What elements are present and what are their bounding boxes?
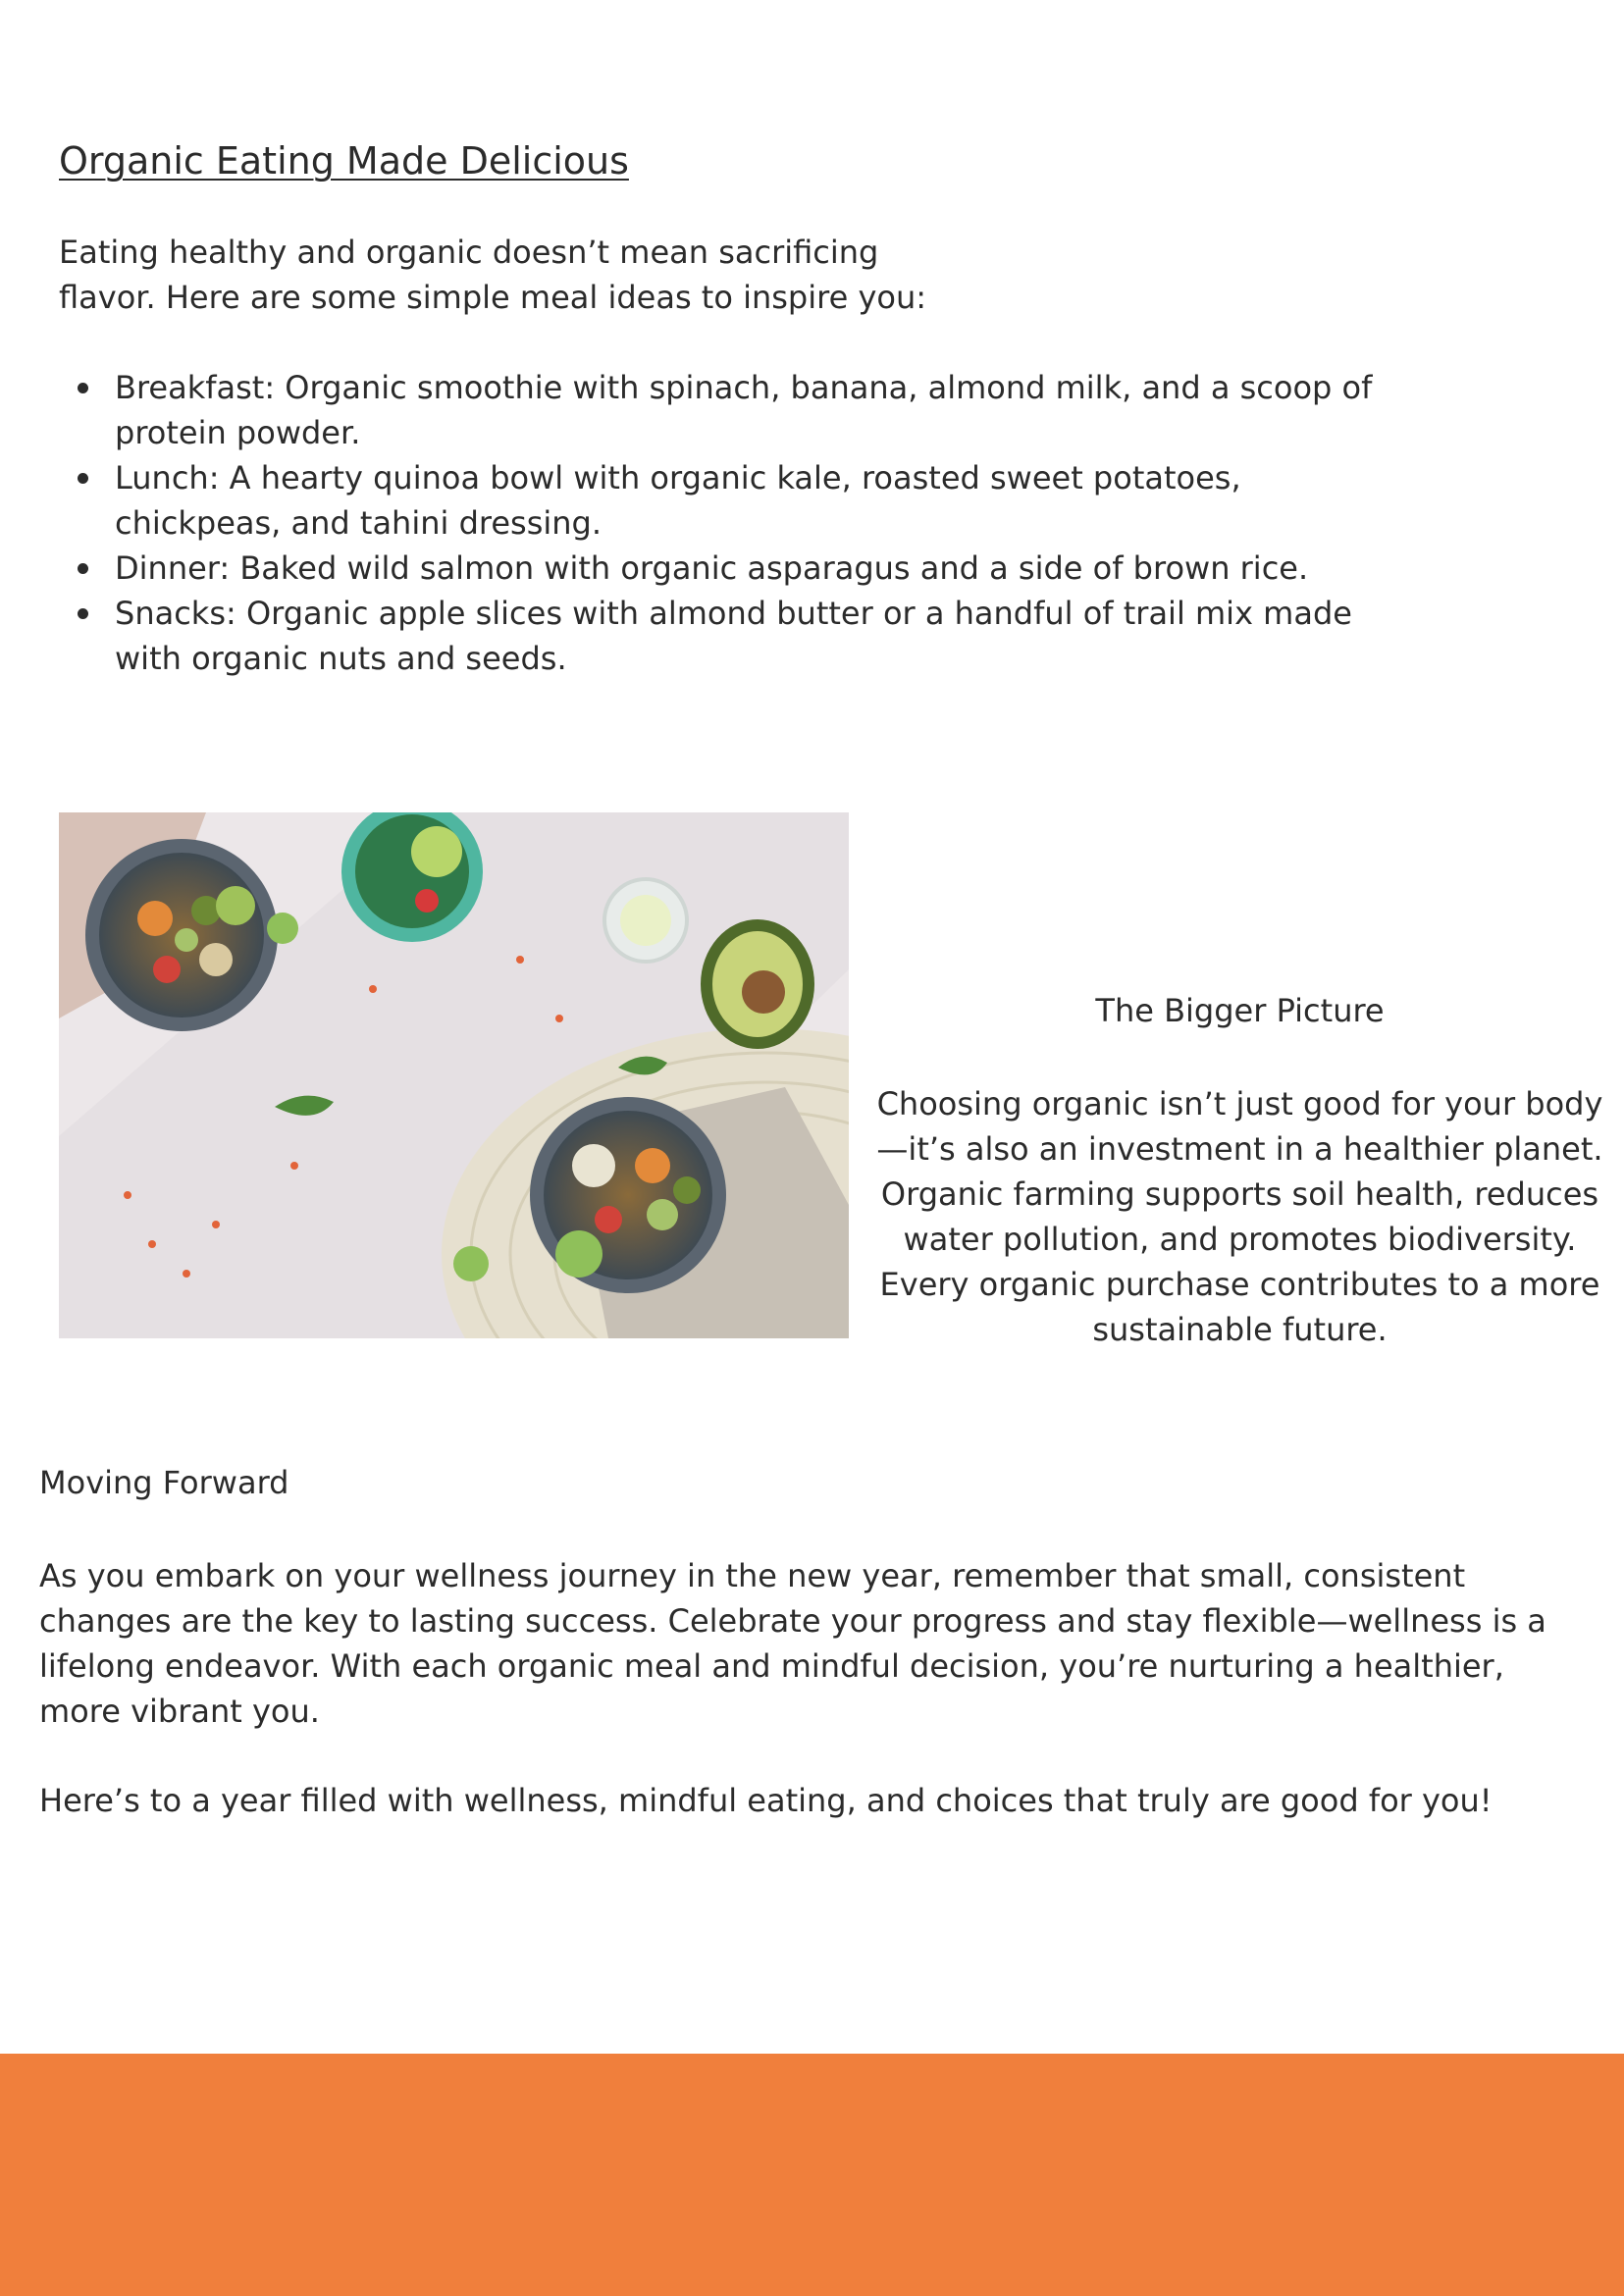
- meal-snacks: Snacks: Organic apple slices with almond butter or a handful of trail mix made with organic nuts and seeds.: [115, 595, 1352, 677]
- list-item: [59, 591, 1374, 681]
- list-item: [59, 365, 1374, 455]
- organic-eating-heading: Organic Eating Made Delicious: [59, 139, 629, 183]
- list-item: [59, 455, 1374, 546]
- bigger-picture-text: Choosing organic isn’t just good for your body—it’s also an investment in a healthier planet. Organic farming supports soil health, reduces water pollution, and promotes biodiversity. Every organic purchase contributes to a more sustainable future.: [876, 1085, 1603, 1348]
- bullet-icon: [78, 608, 88, 619]
- meal-ideas-list: [59, 365, 1374, 681]
- meal-breakfast: Breakfast: Organic smoothie with spinach, banana, almond milk, and a scoop of protein powder.: [115, 369, 1373, 451]
- organic-eating-intro: Eating healthy and organic doesn’t mean sacrificing flavor. Here are some simple meal ideas to inspire you:: [59, 234, 927, 316]
- food-bowls-photo: [59, 812, 849, 1338]
- footer-band: [0, 2054, 1624, 2296]
- moving-forward-heading: Moving Forward: [39, 1464, 289, 1501]
- moving-forward-closing: Here’s to a year filled with wellness, mindful eating, and choices that truly are good for you!: [39, 1782, 1493, 1819]
- bullet-icon: [78, 563, 88, 574]
- list-item: [59, 546, 1374, 591]
- meal-dinner: Dinner: Baked wild salmon with organic asparagus and a side of brown rice.: [115, 549, 1309, 587]
- bigger-picture-heading: The Bigger Picture: [1095, 992, 1385, 1029]
- bullet-icon: [78, 383, 88, 393]
- meal-lunch: Lunch: A hearty quinoa bowl with organic kale, roasted sweet potatoes, chickpeas, and tahini dressing.: [115, 459, 1241, 542]
- bullet-icon: [78, 473, 88, 484]
- moving-forward-text: As you embark on your wellness journey in the new year, remember that small, consistent changes are the key to lasting success. Celebrate your progress and stay flexible—wellness is a lifelong endeavor. With each organic meal and mindful decision, you’re nurturing a healthier, more vibrant you.: [39, 1557, 1546, 1730]
